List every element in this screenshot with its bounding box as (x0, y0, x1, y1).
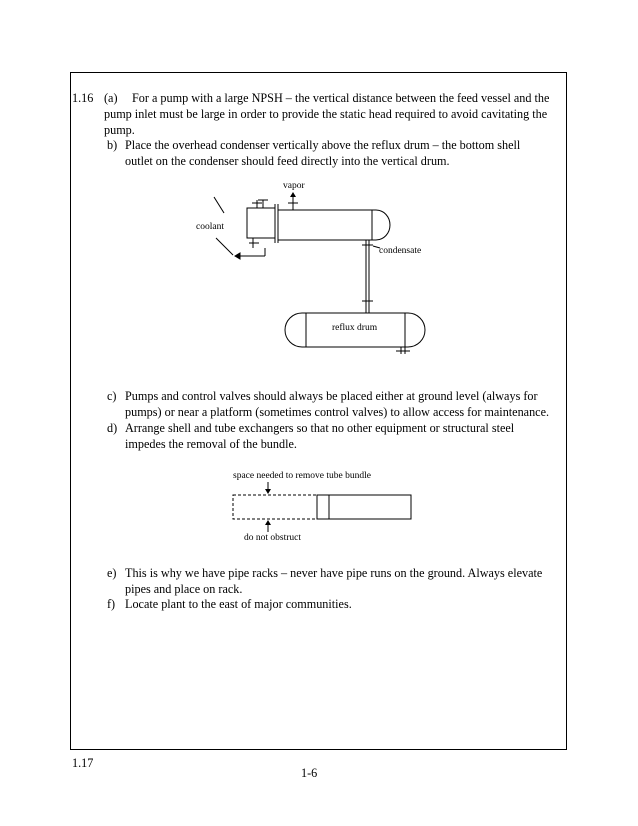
page-number: 1-6 (301, 766, 318, 780)
reflux-drum-label: reflux drum (332, 323, 378, 333)
item-b-line2: outlet on the condenser should feed directly into the vertical drum. (125, 154, 450, 168)
item-b-line1: Place the overhead condenser vertically above the reflux drum – the bottom shell (125, 138, 521, 152)
space-needed-label: space needed to remove tube bundle (233, 471, 371, 481)
item-f-line1: Locate plant to the east of major communities. (125, 597, 352, 611)
item-d-line2: impedes the removal of the bundle. (125, 437, 297, 451)
item-e-line2: pipes and place on rack. (125, 582, 243, 596)
item-c-line2: pumps) or near a platform (sometimes control valves) to allow access for maintenance. (125, 405, 550, 419)
item-c-line1: Pumps and control valves should always be placed either at ground level (always for (125, 389, 538, 403)
item-c-label: c) (107, 389, 117, 403)
item-a-label: (a) (104, 91, 118, 105)
item-d-line1: Arrange shell and tube exchangers so that no other equipment or structural steel (125, 421, 515, 435)
next-problem-number: 1.17 (72, 756, 94, 770)
item-b-label: b) (107, 138, 118, 152)
do-not-obstruct-label: do not obstruct (244, 533, 301, 543)
clearance-zone (233, 495, 317, 519)
item-e-line1: This is why we have pipe racks – never have pipe runs on the ground. Always elevate (125, 566, 543, 580)
exchanger-shell (317, 495, 411, 519)
condensate-label: condensate (379, 246, 422, 256)
item-a-line2: pump inlet must be large in order to provide the static head required to avoid cavitating the (104, 107, 548, 121)
problem-number: 1.16 (72, 91, 94, 105)
item-d-label: d) (107, 421, 118, 435)
item-a-line3: pump. (104, 123, 135, 137)
item-e-label: e) (107, 566, 117, 580)
coolant-label: coolant (196, 222, 224, 232)
vapor-label: vapor (283, 181, 305, 191)
item-f-label: f) (107, 597, 116, 611)
item-a-line1: For a pump with a large NPSH – the vertical distance between the feed vessel and the (132, 91, 550, 105)
